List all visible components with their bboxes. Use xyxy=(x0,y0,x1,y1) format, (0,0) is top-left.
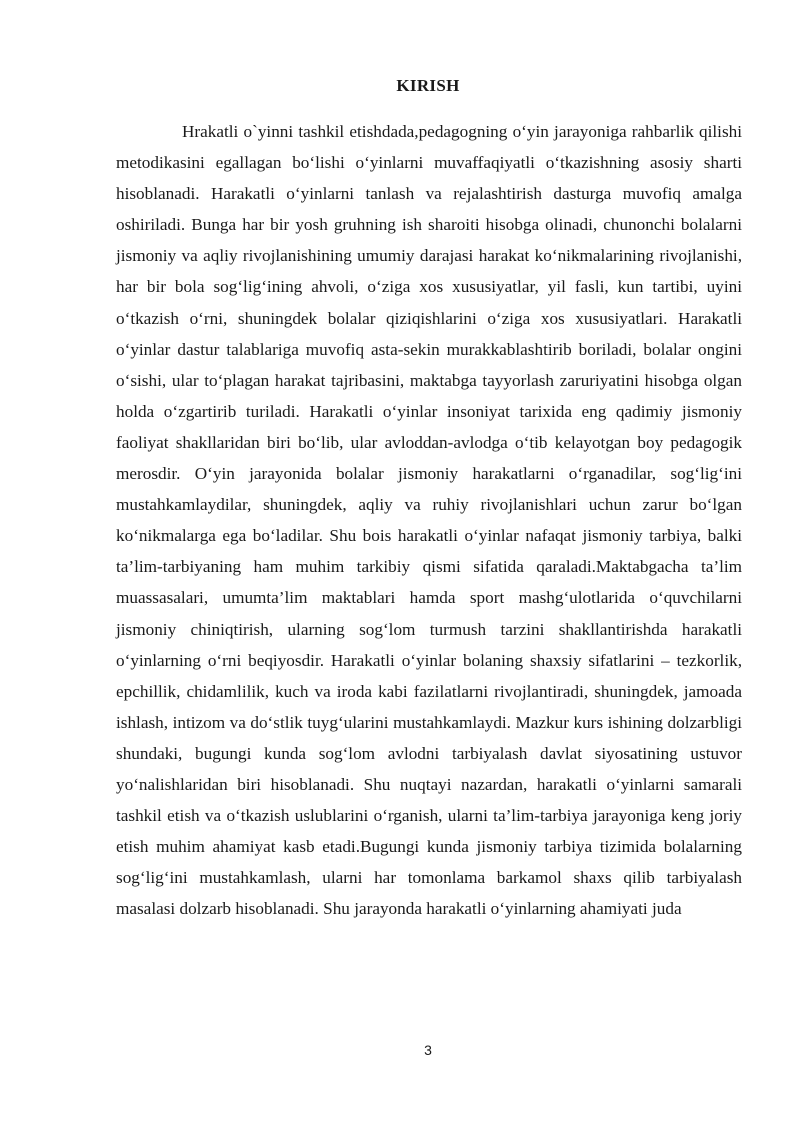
page-number: 3 xyxy=(424,1042,432,1058)
section-heading: KIRISH xyxy=(396,76,460,95)
body-paragraph: Hrakatli o`yinni tashkil etishdada,pedagogning o‘yin jarayoniga rahbarlik qilishi metodikasini egallagan bo‘lishi o‘yinlarni muvaffaqiyatli o‘tkazishning asosiy sharti hisoblanadi. Harakatli o‘yinlarni tanlash va rejalashtirish dasturga muvofiq amalga oshiriladi. Bunga har bir yosh gruhning ish sharoiti hisobga olinadi, chunonchi bolalarni jismoniy va aqliy rivojlanishining umumiy darajasi harakat ko‘nikmalarining rivojlanishi, har bir bola sog‘lig‘ining ahvoli, o‘ziga xos xususiyatlar, yil fasli, kun tartibi, uyini o‘tkazish o‘rni, shuningdek bolalar qiziqishlarini o‘ziga xos xususiyatlari. Harakatli o‘yinlar dastur talablariga muvofiq asta-sekin murakkablashtirib boriladi, bolalar ongini o‘sishi, ular to‘plagan harakat tajribasini, maktabga tayyorlash zaruriyatini hisobga olgan holda o‘zgartirib turiladi. Harakatli o‘yinlar insoniyat tarixida eng qadimiy jismoniy faoliyat shakllaridan biri bo‘lib, ular avloddan-avlodga o‘tib kelayotgan boy pedagogik merosdir. O‘yin jarayonida bolalar jismoniy harakatlarni o‘rganadilar, sog‘lig‘ini mustahkamlaydilar, shuningdek, aqliy va ruhiy rivojlanishlari uchun zarur bo‘lgan ko‘nikmalarga ega bo‘ladilar. Shu bois harakatli o‘yinlar nafaqat jismoniy tarbiya, balki ta’lim-tarbiyaning ham muhim tarkibiy qismi sifatida qaraladi.Maktabgacha ta’lim muassasalari, umumta’lim maktablari hamda sport mashg‘ulotlarida o‘quvchilarni jismoniy chiniqtirish, ularning sog‘lom turmush tarzini shakllantirishda harakatli o‘yinlarning o‘rni beqiyosdir. Harakatli o‘yinlar bolaning shaxsiy sifatlarini – tezkorlik, epchillik, chidamlilik, kuch va iroda kabi fazilatlarni rivojlantiradi, shuningdek, jamoada ishlash, intizom va do‘stlik tuyg‘ularini mustahkamlaydi. Mazkur kurs ishining dolzarbligi shundaki, bugungi kunda sog‘lom avlodni tarbiyalash davlat siyosatining ustuvor yo‘nalishlaridan biri hisoblanadi. Shu nuqtayi nazardan, harakatli o‘yinlarni samarali tashkil etish va o‘tkazish uslublarini o‘rganish, ularni ta’lim-tarbiya jarayoniga keng joriy etish muhim ahamiyat kasb etadi.Bugungi kunda jismoniy tarbiya tizimida bolalarning sog‘lig‘ini mustahkamlash, ularni har tomonlama barkamol shaxs qilib tarbiyalash masalasi dolzarb hisoblanadi. Shu jarayonda harakatli o‘yinlarning ahamiyati juda xyxy=(116,122,742,919)
